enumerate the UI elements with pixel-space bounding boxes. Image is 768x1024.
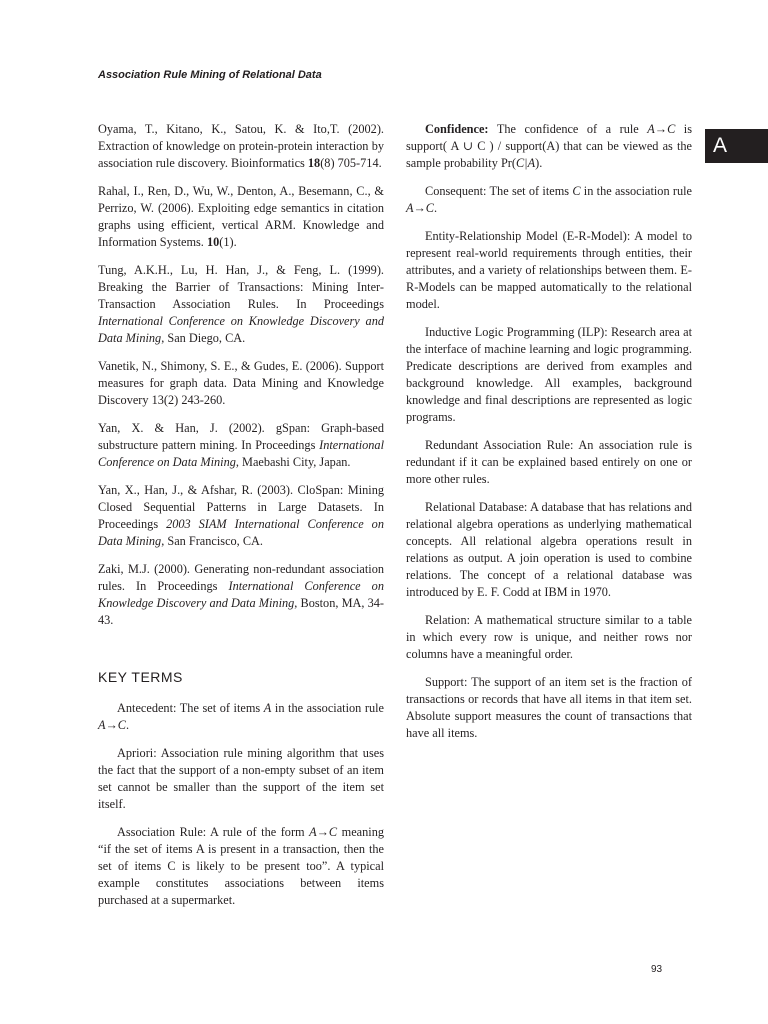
reference: Vanetik, N., Shimony, S. E., & Gudes, E. (2006). Support measures for graph data. Data Mining and Knowledge Discovery 13(2) 243-260. <box>98 359 384 407</box>
term-entry: Relation: A mathematical structure similar to a table in which every row is unique, and neither rows nor columns have a meaningful order. <box>406 613 692 661</box>
term-entry: Inductive Logic Programming (ILP): Research area at the interface of machine learning and logic programming. Predicate descriptions are derived from examples and background knowledge. All examples, background knowledge and final descriptions are represented as logic programs. <box>406 325 692 424</box>
reference: Zaki, M.J. (2000). Generating non-redundant association rules. In Proceedings International Conference on Knowledge Discovery and Data Mining, Boston, MA, 34-43. <box>98 562 384 627</box>
term-entry: Entity-Relationship Model (E-R-Model): A model to represent real-world requirements through entities, their attributes, and a variety of relationships between them. E-R-Models can be mapped automatically to the relational model. <box>406 229 693 311</box>
reference: Tung, A.K.H., Lu, H. Han, J., & Feng, L. (1999). Breaking the Barrier of Transactions: Mining Inter-Transaction Association Rules. In Proceedings International Conference on Knowledge Discovery and Data Mining, San Diego, CA. <box>98 263 384 345</box>
term-entry: Redundant Association Rule: An association rule is redundant if it can be explained based entirely on one or more other rules. <box>406 438 693 486</box>
term-entry: Apriori: Association rule mining algorithm that uses the fact that the support of a non-empty subset of an item set cannot be smaller than the support of the item set itself. <box>98 746 384 811</box>
reference: Rahal, I., Ren, D., Wu, W., Denton, A., Besemann, C., & Perrizo, W. (2006). Exploiting edge semantics in citation graphs using efficient, vertical ARM. Knowledge and Information Systems. 10(1). <box>98 184 384 249</box>
term-entry: Antecedent: The set of items A in the association rule A→C. <box>98 701 384 732</box>
term-entry: Support: The support of an item set is the fraction of transactions or records that have all items in that item set. Absolute support measures the count of transactions that have all items. <box>406 675 692 740</box>
key-terms-heading: KEY TERMS <box>98 669 183 685</box>
reference: Yan, X. & Han, J. (2002). gSpan: Graph-based substructure pattern mining. In Proceedings International Conference on Data Mining, Maebashi City, Japan. <box>98 421 384 469</box>
reference: Oyama, T., Kitano, K., Satou, K. & Ito,T. (2002). Extraction of knowledge on protein-protein interaction by association rule discovery. Bioinformatics 18(8) 705-714. <box>98 122 384 170</box>
right-column <box>406 121 692 753</box>
term-entry: Relational Database: A database that has relations and relational algebra operations as underlying mathematical concepts. All relational algebra operations result in relations as output. A join operation is used to combine relations. The concept of a relational database was introduced by E. F. Codd at IBM in 1970. <box>406 500 693 599</box>
term-entry: Association Rule: A rule of the form A→C meaning “if the set of items A is present in a transaction, then the set of items C is likely to be present too”. A typical example constitutes associations between items purchased at a supermarket. <box>98 825 384 907</box>
running-head: Association Rule Mining of Relational Data <box>98 69 322 81</box>
reference: Yan, X., Han, J., & Afshar, R. (2003). CloSpan: Mining Closed Sequential Patterns in Large Datasets. In Proceedings 2003 SIAM International Conference on Data Mining, San Francisco, CA. <box>98 483 384 548</box>
section-tab: A <box>705 129 768 163</box>
term-entry: Consequent: The set of items C in the association rule A→C. <box>406 184 692 215</box>
term-entry: Confidence: The confidence of a rule A→C is support( A ∪ C ) / support(A) that can be viewed as the sample probability Pr(C|A). <box>406 122 692 170</box>
left-column <box>98 121 384 920</box>
page-number: 93 <box>651 964 663 975</box>
